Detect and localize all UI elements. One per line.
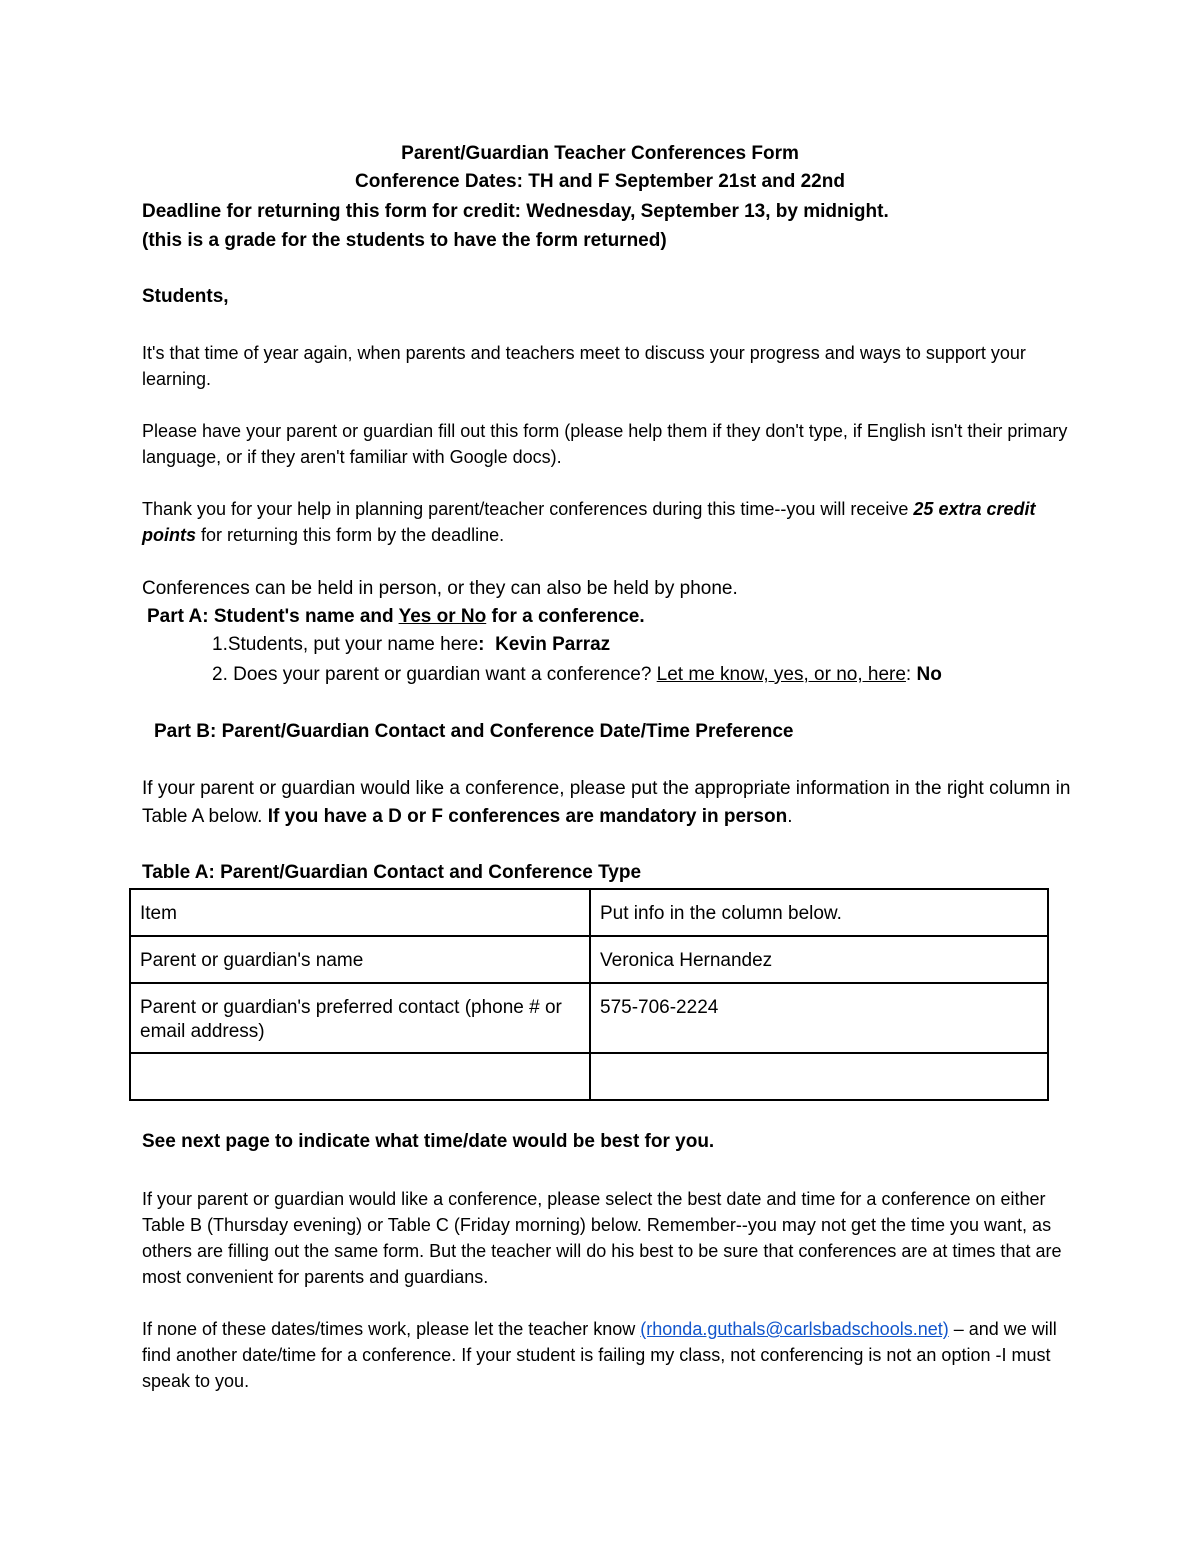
- extra-credit-highlight: 25 extra credit points: [142, 499, 1036, 545]
- part-a-yes-no: Yes or No: [398, 606, 487, 627]
- intro-paragraph-3: [142, 496, 1072, 548]
- table-cell: Parent or guardian's name: [130, 936, 590, 983]
- part-b-text-end: .: [787, 806, 793, 827]
- conference-modes: Conferences can be held in person, or they can also be held by phone.: [142, 578, 738, 599]
- footer-paragraph-2: [142, 1316, 1072, 1394]
- greeting: Students,: [142, 286, 229, 307]
- table-a: [129, 888, 1049, 1101]
- table-a-caption: Table A: Parent/Guardian Contact and Conference Type: [142, 862, 642, 883]
- intro-p3-text-end: for returning this form by the deadline.: [196, 525, 505, 545]
- intro-p3-text: Thank you for your help in planning parent/teacher conferences during this time--you will receive: [142, 499, 914, 519]
- q2-label: 2. Does your parent or guardian want a conference?: [212, 664, 657, 685]
- footer-p2-text: If none of these dates/times work, please let the teacher know: [142, 1319, 641, 1339]
- conference-answer[interactable]: No: [916, 664, 942, 685]
- part-b-text: If your parent or guardian would like a conference, please put the appropriate information in the right column in Table A below.: [142, 778, 1071, 827]
- table-cell: Put info in the column below.: [590, 889, 1048, 936]
- guardian-contact-cell[interactable]: 575-706-2224: [590, 983, 1048, 1053]
- conference-dates: Conference Dates: TH and F September 21st and 22nd: [355, 171, 845, 192]
- footer-p2-text-end: – and we will find another date/time for a conference. If your student is failing my class, not conferencing is not an option -I must speak to you.: [142, 1319, 1057, 1391]
- intro-paragraph-1: It's that time of year again, when parents and teachers meet to discuss your progress and ways to support your learning.: [142, 343, 1026, 389]
- form-title: Parent/Guardian Teacher Conferences Form: [401, 143, 799, 164]
- table-cell[interactable]: [130, 1053, 590, 1100]
- part-a-heading-end: for a conference.: [486, 606, 645, 627]
- part-a-question-1: [212, 634, 610, 656]
- next-page-note: See next page to indicate what time/date would be best for you.: [142, 1131, 715, 1152]
- part-a-heading: [147, 606, 645, 628]
- part-b-heading: Part B: Parent/Guardian Contact and Conference Date/Time Preference: [154, 721, 794, 742]
- intro-paragraph-2: Please have your parent or guardian fill out this form (please help them if they don't type, if English isn't their primary language, or if they aren't familiar with Google docs).: [142, 421, 1068, 467]
- part-a-question-2: [212, 664, 942, 686]
- table-row: [130, 1053, 1048, 1100]
- table-row: [130, 983, 1048, 1053]
- table-cell[interactable]: [590, 1053, 1048, 1100]
- q2-prompt: Let me know, yes, or no, here: [656, 664, 906, 685]
- part-a-heading-text: Part A: Student's name and: [147, 606, 399, 627]
- q2-colon: :: [905, 664, 917, 685]
- deadline-line: Deadline for returning this form for credit: Wednesday, September 13, by midnight.: [142, 201, 889, 222]
- grade-note: (this is a grade for the students to have the form returned): [142, 230, 667, 251]
- table-cell: Parent or guardian's preferred contact (phone # or email address): [130, 983, 590, 1053]
- mandatory-note: If you have a D or F conferences are mandatory in person: [267, 806, 788, 827]
- guardian-name-cell[interactable]: Veronica Hernandez: [590, 936, 1048, 983]
- teacher-email-link[interactable]: (rhonda.guthals@carlsbadschools.net): [640, 1319, 949, 1339]
- student-name-answer[interactable]: Kevin Parraz: [495, 634, 611, 655]
- q1-colon: :: [478, 634, 485, 655]
- table-row: [130, 936, 1048, 983]
- footer-paragraph-1: If your parent or guardian would like a conference, please select the best date and time for a conference on either Table B (Thursday evening) or Table C (Friday morning) below. Remember--you may not get the time you want, as others are filling out the same form. But the teacher will do his best to be sure that conferences are at times that are most convenient for parents and guardians.: [142, 1189, 1062, 1287]
- q1-label: 1.Students, put your name here: [212, 634, 479, 655]
- part-b-paragraph: [142, 775, 1072, 831]
- table-cell: Item: [130, 889, 590, 936]
- table-row: [130, 889, 1048, 936]
